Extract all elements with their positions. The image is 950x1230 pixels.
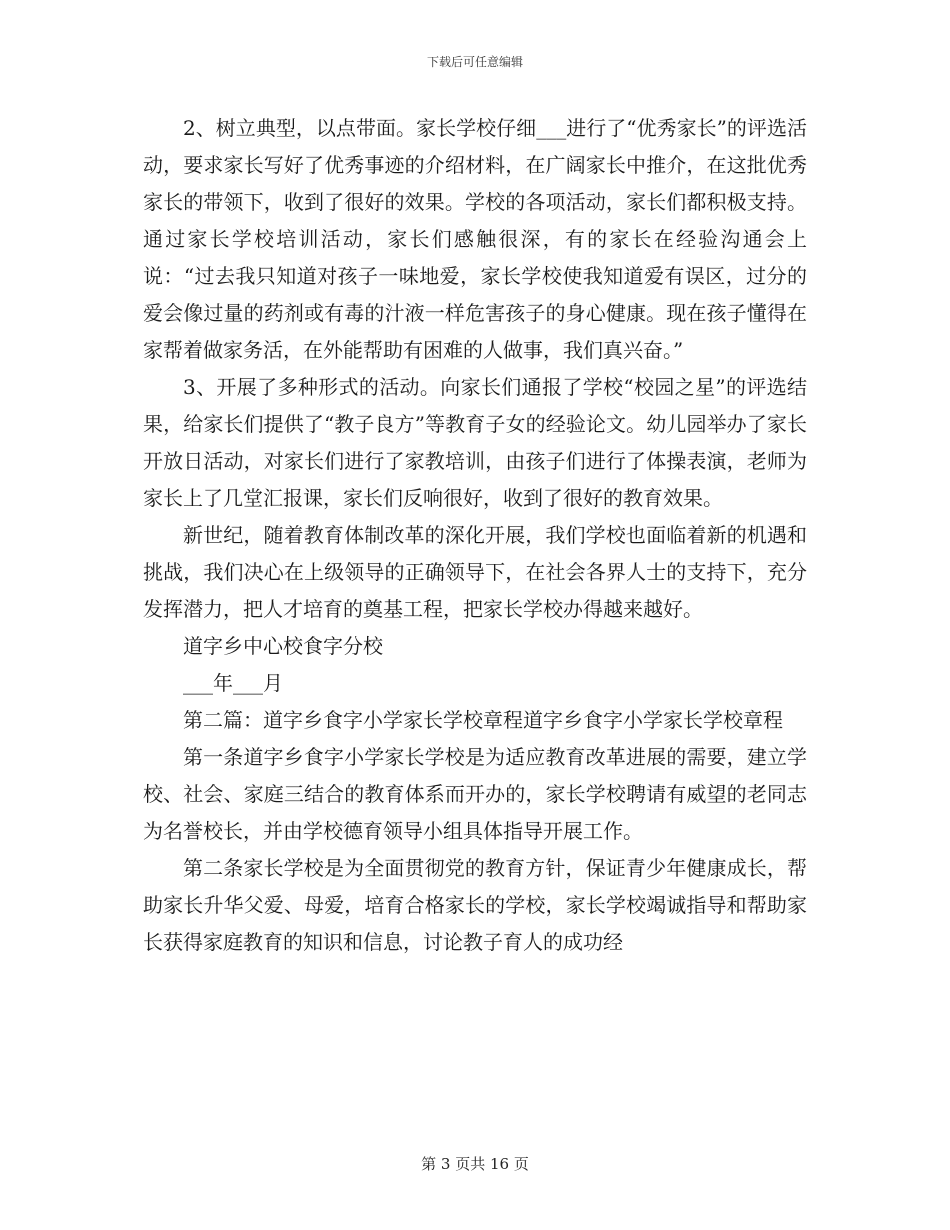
- page-number-footer: 第 3 页共 16 页: [421, 1155, 529, 1173]
- section-title-second-article: 第二篇：道字乡食字小学家长学校章程道字乡食字小学家长学校章程: [183, 708, 783, 732]
- paragraph-article-one: 第一条道字乡食字小学家长学校是为适应教育改革进展的需要，建立学校、社会、家庭三结合的教育体系而开办的，家长学校聘请有威望的老同志为名誉校长，并由学校德育领导小组具体指导开展工作。: [143, 745, 807, 843]
- page-header: 下载后可任意编辑: [426, 55, 523, 69]
- signature-date: ___年___月: [183, 671, 283, 695]
- document-body: [143, 110, 807, 961]
- paragraph-new-century: 新世纪，随着教育体制改革的深化开展，我们学校也面临着新的机遇和挑战，我们决心在上级领导的正确领导下，在社会各界人士的支持下，充分发挥潜力，把人才培育的奠基工程，把家长学校办得越来越好。: [143, 523, 807, 621]
- paragraph-activities: 3、开展了多种形式的活动。向家长们通报了学校“校园之星”的评选结果，给家长们提供了“教子良方”等教育子女的经验论文。幼儿园举办了家长开放日活动，对家长们进行了家教培训，由孩子们进行了体操表演，老师为家长上了几堂汇报课，家长们反响很好，收到了很好的教育效果。: [143, 375, 807, 510]
- paragraph-typical-examples: 2、树立典型，以点带面。家长学校仔细___进行了“优秀家长”的评选活动，要求家长写好了优秀事迹的介绍材料，在广阔家长中推介，在这批优秀家长的带领下，收到了很好的效果。学校的各项活动，家长们都积极支持。通过家长学校培训活动，家长们感触很深，有的家长在经验沟通会上说：“过去我只知道对孩子一味地爱，家长学校使我知道爱有误区，过分的爱会像过量的药剂或有毒的汁液一样危害孩子的身心健康。现在孩子懂得在家帮着做家务活，在外能帮助有困难的人做事，我们真兴奋。”: [143, 116, 807, 362]
- paragraph-article-two: 第二条家长学校是为全面贯彻党的教育方针，保证青少年健康成长，帮助家长升华父爱、母爱，培育合格家长的学校，家长学校竭诚指导和帮助家长获得家庭教育的知识和信息，讨论教子育人的成功经: [143, 856, 807, 954]
- signature-school-name: 道字乡中心校食字分校: [183, 634, 383, 658]
